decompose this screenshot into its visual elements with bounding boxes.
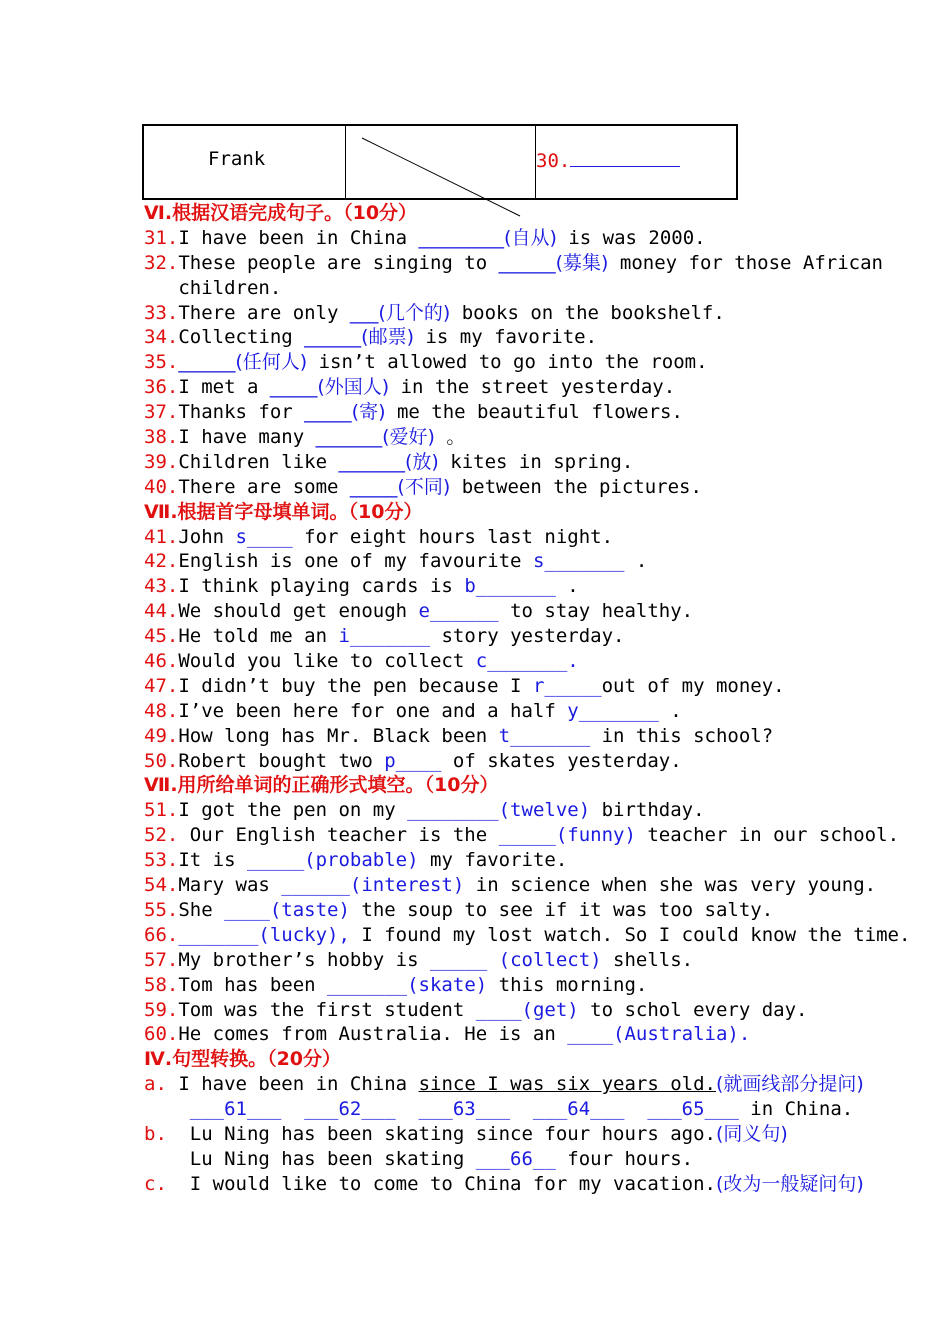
sentence-text: the soup to see if it was too salty. [349, 898, 774, 921]
student-name: Frank [208, 148, 266, 170]
question-number: 48. [144, 699, 179, 722]
sentence-text: to stay healthy. [498, 600, 694, 623]
exercise-line [144, 375, 944, 400]
exercise-line [144, 823, 944, 848]
question-number: 35. [144, 351, 179, 374]
answer-blank: (就画线部分提问) [715, 1073, 864, 1096]
exercise-line [144, 574, 944, 599]
sentence-text: shells. [601, 948, 694, 971]
exercise-line [144, 674, 944, 699]
sentence-text: Thanks for [178, 401, 305, 424]
exercise-line [144, 301, 944, 326]
sentence-text: this morning. [487, 973, 648, 996]
sentence-text: in the street yesterday. [389, 376, 676, 399]
answer-table [142, 124, 738, 200]
answer-blank: ________(twelve) [407, 799, 591, 822]
exercise-line [144, 350, 944, 375]
answer-blank: _____(不同) [349, 475, 451, 498]
exercise-line [144, 1147, 944, 1172]
question-number: 53. [144, 849, 179, 872]
question-number: 55. [144, 898, 179, 921]
answer-blank: ______(募集) [498, 251, 609, 274]
sentence-text: books on the bookshelf. [450, 301, 725, 324]
sentence-text: Lu Ning has been skating since four hours ago. [166, 1122, 716, 1145]
question-number: 54. [144, 874, 179, 897]
question-number: 32. [144, 251, 179, 274]
exercise-line [144, 873, 944, 898]
question-number: 60. [144, 1023, 179, 1046]
question-number: 52. [144, 824, 179, 847]
exercise-line [144, 450, 944, 475]
answer-blank: _____ (collect) [430, 948, 602, 971]
sentence-text: my favorite. [418, 849, 568, 872]
answer-blank: ____(Australia). [567, 1023, 751, 1046]
question-number: 51. [144, 799, 179, 822]
answer-blank [570, 148, 680, 167]
question-number: 38. [144, 426, 179, 449]
sentence-text: I didn’t buy the pen because I [178, 674, 533, 697]
exercise-line [144, 923, 944, 948]
exercise-line [144, 525, 944, 550]
exercise-line [144, 699, 944, 724]
sentence-text: to schol every day. [578, 998, 808, 1021]
blank-number: 30. [536, 150, 571, 172]
exercise-line [144, 400, 944, 425]
question-number: 49. [144, 724, 179, 747]
answer-blank: ______(邮票) [304, 326, 414, 349]
sentence-text: . [658, 699, 682, 722]
answer-blank: p____ [384, 749, 442, 772]
answer-blank: ___61___ ___62___ ___63___ ___64___ ___65___ [189, 1098, 739, 1121]
exercise-line [144, 201, 944, 226]
answer-blank: _______(放) [338, 450, 439, 473]
sentence-text: in this school? [590, 724, 774, 747]
answer-blank: _______(爱好) [315, 426, 435, 449]
sentence-text: How long has Mr. Black been [178, 724, 499, 747]
sentence-text: since I was six years old. [418, 1073, 716, 1096]
section-heading: Ⅳ.句型转换。（20分） [144, 1048, 342, 1071]
exercise-line [144, 973, 944, 998]
answer-blank: e______ [418, 600, 499, 623]
question-number: 40. [144, 475, 179, 498]
sentence-text: Mary was [178, 874, 282, 897]
section-heading: Ⅶ.根据首字母填单词。（10分） [144, 500, 423, 523]
sentence-text: She [178, 898, 225, 921]
question-number: 50. [144, 749, 179, 772]
exercise-line [144, 649, 944, 674]
question-number: 39. [144, 450, 179, 473]
sentence-text: Lu Ning has been skating [144, 1147, 476, 1170]
question-number: 44. [144, 600, 179, 623]
sentence-text: I think playing cards is [178, 575, 465, 598]
exercise-line [144, 898, 944, 923]
sentence-text: I found my lost watch. So I could know the time. [349, 923, 911, 946]
exercise-line [144, 798, 944, 823]
answer-blank: (同义句) [715, 1122, 788, 1145]
answer-blank: _____(外国人) [269, 376, 390, 399]
answer-blank: ______(interest) [281, 874, 465, 897]
sentence-text: isn’t allowed to go into the room. [307, 351, 708, 374]
exercise-line [144, 1022, 944, 1047]
exercise-line [144, 948, 944, 973]
exercise-line [144, 276, 944, 301]
answer-blank: _______(skate) [327, 973, 488, 996]
sentence-text: . [555, 575, 579, 598]
exercise-line [144, 773, 944, 798]
exercise-line [144, 500, 944, 525]
sentence-text: I have been in China [178, 226, 419, 249]
sentence-text: in science when she was very young. [464, 874, 877, 897]
answer-blank: ___66__ [475, 1147, 556, 1170]
question-number: 59. [144, 998, 179, 1021]
question-number: 31. [144, 226, 179, 249]
sentence-text: I would like to come to China for my vacation. [166, 1172, 716, 1195]
question-number: 34. [144, 326, 179, 349]
section-heading: Ⅵ.根据汉语完成句子。（10分） [144, 202, 418, 224]
question-number: 45. [144, 625, 179, 648]
sentence-text: Children like [178, 450, 339, 473]
exercise-line [144, 998, 944, 1023]
sentence-text: . [624, 550, 648, 573]
sentence-text: There are only [178, 301, 350, 324]
answer-blank: y_______ [567, 699, 659, 722]
answer-blank: ___(几个的) [349, 301, 451, 324]
question-number: 43. [144, 575, 179, 598]
answer-blank: s_______ [532, 550, 625, 573]
question-number: 57. [144, 948, 179, 971]
exercise-line [144, 475, 944, 500]
answer-blank: i_______ [338, 625, 430, 648]
question-number: 46. [144, 650, 179, 673]
answer-blank: _____(probable) [246, 849, 419, 872]
sentence-text: John [178, 525, 236, 548]
question-number: 66. [144, 923, 179, 946]
exercise-line [144, 251, 944, 276]
sentence-text: There are some [178, 475, 350, 498]
exercise-line [144, 848, 944, 873]
sentence-text: out of my money. [601, 674, 785, 697]
sentence-text: Our English teacher is the [178, 824, 499, 847]
exercise-line [144, 749, 944, 774]
sentence-text: English is one of my favourite [178, 550, 533, 573]
question-number: 42. [144, 550, 179, 573]
sentence-text: of skates yesterday. [441, 749, 682, 772]
sentence-text: between the pictures. [450, 475, 702, 498]
question-number: 33. [144, 301, 179, 324]
question-number: 37. [144, 401, 179, 424]
question-number: 41. [144, 525, 179, 548]
answer-blank: _________(自从) [418, 226, 557, 249]
sentence-text: children. [144, 276, 282, 299]
sentence-text: teacher in our school. [635, 824, 900, 847]
sentence-text: Would you like to collect [178, 650, 476, 673]
exercise-line [144, 425, 944, 450]
sentence-text: I’ve been here for one and a half [178, 699, 568, 722]
sentence-text: It is [178, 849, 247, 872]
exercise-line [144, 1047, 944, 1072]
table-cell-blank [536, 126, 736, 198]
answer-blank: ______(任何人) [178, 351, 308, 374]
answer-blank: r_____ [532, 674, 602, 697]
question-number: 47. [144, 674, 179, 697]
sentence-text: We should get enough [178, 600, 419, 623]
sentence-text: Tom has been [178, 973, 328, 996]
answer-blank: ____(get) [475, 998, 579, 1021]
sentence-text: kites in spring. [438, 450, 634, 473]
sentence-text: I have been in China [166, 1073, 419, 1096]
answer-blank: _____(寄) [304, 401, 386, 424]
sentence-text: I got the pen on my [178, 799, 408, 822]
exercise-line [144, 1172, 944, 1197]
sentence-text: 。 [434, 426, 466, 449]
sentence-text [144, 1098, 190, 1120]
sentence-text: I met a [178, 376, 270, 399]
answer-blank: b_______ [464, 575, 556, 598]
sentence-text: is was 2000. [556, 226, 706, 249]
answer-blank: (改为一般疑问句) [715, 1172, 864, 1195]
sentence-text: Tom was the first student [178, 998, 476, 1021]
sentence-text: My brother’s hobby is [178, 948, 430, 971]
exercise-line [144, 325, 944, 350]
question-number: b. [144, 1122, 167, 1145]
exercise-line [144, 1097, 944, 1122]
sentence-text: birthday. [590, 799, 705, 822]
answer-blank: ____(taste) [224, 898, 350, 921]
sentence-text: These people are singing to [178, 251, 499, 274]
sentence-text: Robert bought two [178, 749, 385, 772]
sentence-text: He comes from Australia. He is an [178, 1023, 568, 1046]
sentence-text: is my favorite. [414, 326, 598, 349]
answer-blank: t_______ [498, 724, 591, 747]
answer-blank: _______(lucky), [178, 923, 350, 946]
exercise-line [144, 599, 944, 624]
sentence-text: four hours. [555, 1147, 694, 1170]
sentence-text: story yesterday. [430, 625, 625, 648]
sentence-text: me the beautiful flowers. [385, 401, 683, 424]
section-heading: Ⅶ.用所给单词的正确形式填空。（10分） [144, 774, 499, 797]
sentence-text: He told me an [178, 625, 339, 648]
sentence-text: I have many [178, 426, 316, 449]
question-number: c. [144, 1172, 167, 1195]
answer-blank: c_______. [475, 650, 579, 673]
exercise-line [144, 724, 944, 749]
sentence-text: money for those African [608, 251, 883, 274]
sentence-text: Collecting [178, 326, 305, 349]
exercise-content [144, 201, 944, 1197]
answer-blank: _____(funny) [498, 824, 636, 847]
exercise-line [144, 549, 944, 574]
sentence-text: in China. [738, 1098, 854, 1121]
exercise-line [144, 1122, 944, 1147]
question-number: a. [144, 1073, 167, 1096]
question-number: 36. [144, 376, 179, 399]
sentence-text: for eight hours last night. [292, 525, 614, 548]
question-number: 58. [144, 973, 179, 996]
exercise-line [144, 624, 944, 649]
table-cell-name [144, 126, 346, 198]
exercise-line [144, 226, 944, 251]
exercise-line [144, 1072, 944, 1097]
answer-blank: s____ [235, 525, 293, 548]
